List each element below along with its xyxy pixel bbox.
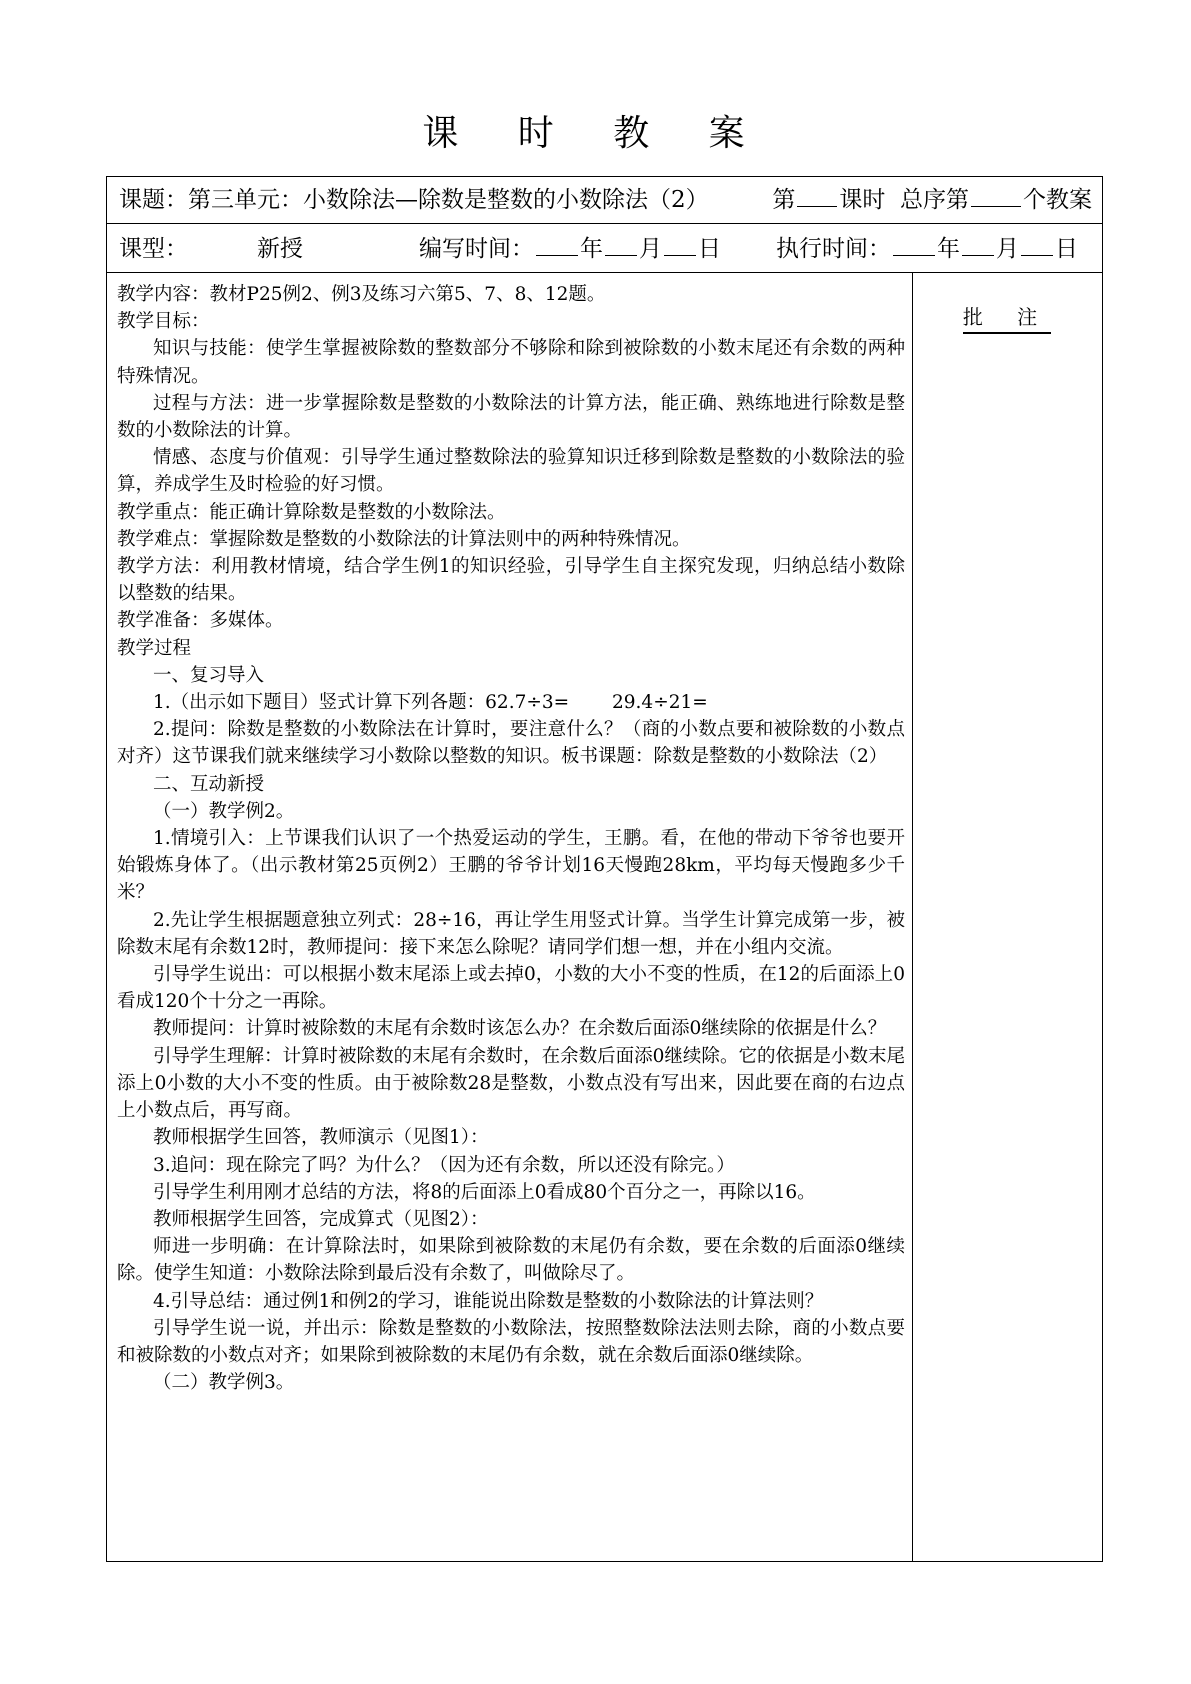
lesson-prefix: 第 — [772, 187, 796, 213]
exec-year-blank[interactable] — [893, 255, 935, 256]
content-paragraph: 一、复习导入 — [153, 664, 265, 686]
content-paragraph: 教学目标： — [117, 311, 210, 333]
column-divider — [912, 273, 913, 1561]
content-paragraph: 引导学生说一说，并出示：除数是整数的小数除法，按照整数除法法则去除，商的小数点要和被除数的小数点对齐；如果除到被除数的末尾仍有余数，就在余数后面添0继续除。 — [117, 1317, 905, 1366]
write-date-group — [419, 225, 721, 273]
exec-date-group — [776, 225, 1078, 273]
content-paragraph: 教学内容：教材P25例2、例3及练习六第5、7、8、12题。 — [117, 284, 606, 305]
content-paragraph: 2.先让学生根据题意独立列式：28÷16，再让学生用竖式计算。当学生计算完成第一步，被除数末尾有余数12时，教师提问：接下来怎么除呢？请同学们想一想，并在小组内交流。 — [117, 909, 905, 958]
serial-prefix: 总序第 — [900, 187, 969, 213]
content-paragraph: 二、互动新授 — [153, 773, 265, 795]
content-paragraph: 教学重点：能正确计算除数是整数的小数除法。 — [117, 501, 506, 523]
content-paragraph: 知识与技能：使学生掌握被除数的整数部分不够除和除到被除数的小数末尾还有余数的两种特殊情况。 — [117, 338, 905, 387]
type-label: 课型： — [119, 236, 188, 262]
topic-text: 课题：第三单元：小数除法—除数是整数的小数除法（2） — [119, 187, 709, 213]
serial-suffix: 个教案 — [1023, 187, 1092, 213]
write-year-blank[interactable] — [536, 255, 578, 256]
header-row-topic — [119, 177, 1092, 224]
write-month-label: 月 — [639, 236, 662, 262]
lesson-plan-table — [106, 176, 1103, 1562]
exec-day-blank[interactable] — [1021, 255, 1053, 256]
content-paragraph: 教学过程 — [117, 637, 192, 659]
exec-month-blank[interactable] — [962, 255, 994, 256]
content-paragraph: 引导学生说出：可以根据小数末尾添上或去掉0，小数的大小不变的性质，在12的后面添上0看成120个十分之一再除。 — [117, 964, 905, 1013]
content-paragraph: 情感、态度与价值观：引导学生通过整数除法的验算知识迁移到除数是整数的小数除法的验算，养成学生及时检验的好习惯。 — [117, 447, 905, 496]
exec-month-label: 月 — [996, 236, 1019, 262]
write-day-label: 日 — [698, 236, 721, 262]
header-row-type-date — [119, 225, 1092, 273]
page-title: 课 时 教 案 — [422, 113, 769, 154]
annotation-column-header — [912, 303, 1102, 331]
row-divider — [107, 223, 1102, 224]
content-paragraph: 2.提问：除数是整数的小数除法在计算时，要注意什么？（商的小数点要和被除数的小数点对齐）这节课我们就来继续学习小数除以整数的知识。板书课题：除数是整数的小数除法（2） — [117, 719, 905, 768]
lesson-content — [117, 281, 905, 1396]
content-paragraph: 引导学生理解：计算时被除数的末尾有余数时，在余数后面添0继续除。它的依据是小数末尾添上0小数的大小不变的性质。由于被除数28是整数，小数点没有写出来，因此要在商的右边点上小数点后，再写商。 — [117, 1045, 905, 1122]
lesson-number-blank[interactable] — [797, 206, 837, 207]
lesson-suffix: 课时 — [839, 187, 886, 213]
type-value: 新授 — [257, 236, 303, 262]
content-paragraph: 引导学生利用刚才总结的方法，将8的后面添上0看成80个百分之一，再除以16。 — [153, 1181, 816, 1203]
content-paragraph: 教学难点：掌握除数是整数的小数除法的计算法则中的两种特殊情况。 — [117, 528, 691, 550]
row-divider — [107, 272, 1102, 273]
serial-number-blank[interactable] — [971, 206, 1021, 207]
exec-year-label: 年 — [937, 236, 960, 262]
write-month-blank[interactable] — [605, 255, 637, 256]
content-paragraph: 教学准备：多媒体。 — [117, 610, 284, 632]
content-paragraph: （二）教学例3。 — [153, 1372, 295, 1394]
write-year-label: 年 — [580, 236, 603, 262]
content-paragraph: 1.（出示如下题目）竖式计算下列各题：62.7÷3= 29.4÷21= — [153, 692, 708, 714]
exec-date-label: 执行时间： — [776, 236, 891, 262]
write-date-label: 编写时间： — [419, 236, 534, 262]
content-paragraph: 教师根据学生回答，完成算式（见图2）： — [153, 1208, 489, 1230]
content-paragraph: 教师根据学生回答，教师演示（见图1）： — [153, 1127, 489, 1149]
content-paragraph: （一）教学例2。 — [153, 800, 295, 822]
content-paragraph: 教师提问：计算时被除数的末尾有余数时该怎么办？在余数后面添0继续除的依据是什么？ — [153, 1018, 887, 1040]
write-day-blank[interactable] — [664, 255, 696, 256]
content-paragraph: 教学方法：利用教材情境，结合学生例1的知识经验，引导学生自主探究发现，归纳总结小数除以整数的结果。 — [117, 556, 905, 605]
content-paragraph: 3.追问：现在除完了吗？为什么？（因为还有余数，所以还没有除完。） — [153, 1154, 735, 1176]
exec-day-label: 日 — [1055, 236, 1078, 262]
content-paragraph: 1.情境引入：上节课我们认识了一个热爱运动的学生，王鹏。看，在他的带动下爷爷也要开始锻炼身体了。（出示教材第25页例2）王鹏的爷爷计划16天慢跑28km，平均每天慢跑多少千米？ — [117, 828, 905, 904]
content-paragraph: 4.引导总结：通过例1和例2的学习，谁能说出除数是整数的小数除法的计算法则？ — [153, 1290, 824, 1312]
annotation-label: 批 注 — [963, 305, 1051, 334]
content-paragraph: 师进一步明确：在计算除法时，如果除到被除数的末尾仍有余数，要在余数的后面添0继续除。使学生知道：小数除法除到最后没有余数了，叫做除尽了。 — [117, 1236, 905, 1285]
content-paragraph: 过程与方法：进一步掌握除数是整数的小数除法的计算方法，能正确、熟练地进行除数是整数的小数除法的计算。 — [117, 392, 905, 442]
lesson-count-group — [772, 177, 1092, 224]
